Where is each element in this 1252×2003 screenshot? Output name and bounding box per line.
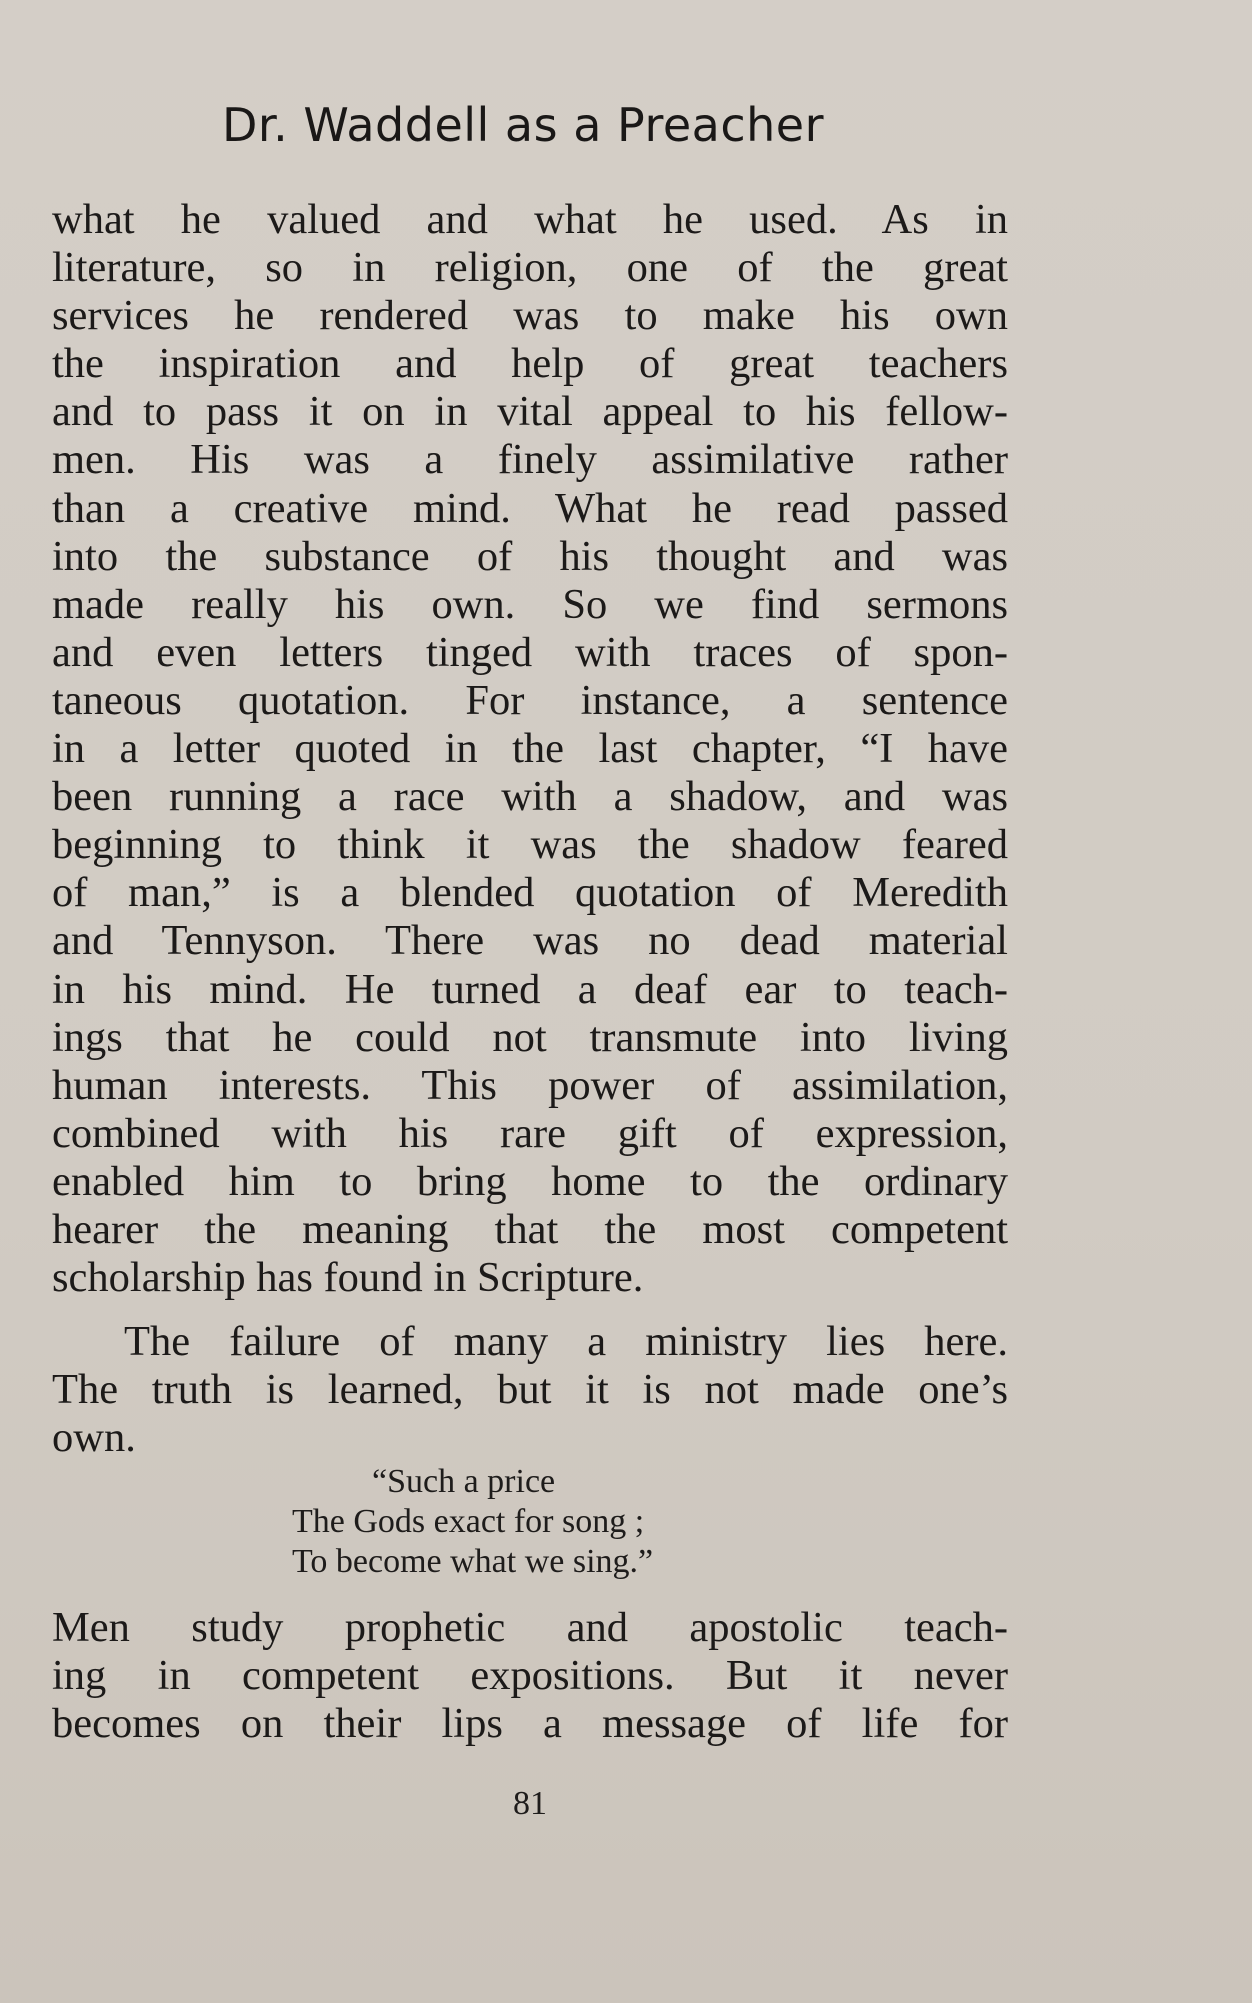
text-line: in his mind. He turned a deaf ear to teach- — [52, 965, 1008, 1013]
text-line: made really his own. So we find sermons — [52, 580, 1008, 628]
text-line: of man,” is a blended quotation of Meredith — [52, 869, 1008, 917]
text-line: and to pass it on in vital appeal to his fellow- — [52, 388, 1008, 436]
text-line: taneous quotation. For instance, a sentence — [52, 676, 1008, 724]
verse-line: To become what we sing.” — [292, 1543, 654, 1580]
text-line: ing in competent expositions. But it never — [52, 1652, 1008, 1700]
text-line: scholarship has found in Scripture. — [52, 1254, 644, 1302]
text-line: becomes on their lips a message of life for — [52, 1700, 1008, 1748]
text-line: and Tennyson. There was no dead material — [52, 917, 1008, 965]
text-line: The truth is learned, but it is not made one’s — [52, 1366, 1008, 1414]
text-line: men. His was a finely assimilative rather — [52, 436, 1008, 484]
paragraph-1 — [52, 196, 1008, 1302]
text-line: the inspiration and help of great teachers — [52, 340, 1008, 388]
verse-line: “Such a price — [372, 1463, 556, 1500]
text-line: in a letter quoted in the last chapter, “I have — [52, 725, 1008, 773]
running-head: Dr. Waddell as a Preacher — [221, 98, 825, 152]
text-line: Men study prophetic and apostolic teach- — [52, 1604, 1008, 1651]
text-line: The failure of many a ministry lies here. — [124, 1318, 1008, 1365]
paragraph-2 — [52, 1318, 1008, 1462]
text-line: hearer the meaning that the most competent — [52, 1205, 1008, 1253]
text-line: ings that he could not transmute into living — [52, 1013, 1008, 1061]
text-line: what he valued and what he used. As in — [52, 196, 1008, 243]
text-line: than a creative mind. What he read passed — [52, 484, 1008, 532]
text-line: own. — [52, 1414, 136, 1462]
text-line: human interests. This power of assimilation, — [52, 1061, 1008, 1109]
text-line: services he rendered was to make his own — [52, 292, 1008, 340]
text-line: into the substance of his thought and was — [52, 532, 1008, 580]
page-number: 81 — [513, 1785, 547, 1822]
verse-quotation — [0, 1462, 1252, 1582]
text-line: combined with his rare gift of expression, — [52, 1109, 1008, 1157]
text-line: and even letters tinged with traces of spon- — [52, 628, 1008, 676]
verse-line: The Gods exact for song ; — [292, 1503, 645, 1540]
paragraph-3 — [52, 1604, 1008, 1748]
text-line: enabled him to bring home to the ordinary — [52, 1157, 1008, 1205]
text-line: literature, so in religion, one of the great — [52, 244, 1008, 292]
text-line: beginning to think it was the shadow feared — [52, 821, 1008, 869]
text-line: been running a race with a shadow, and was — [52, 773, 1008, 821]
